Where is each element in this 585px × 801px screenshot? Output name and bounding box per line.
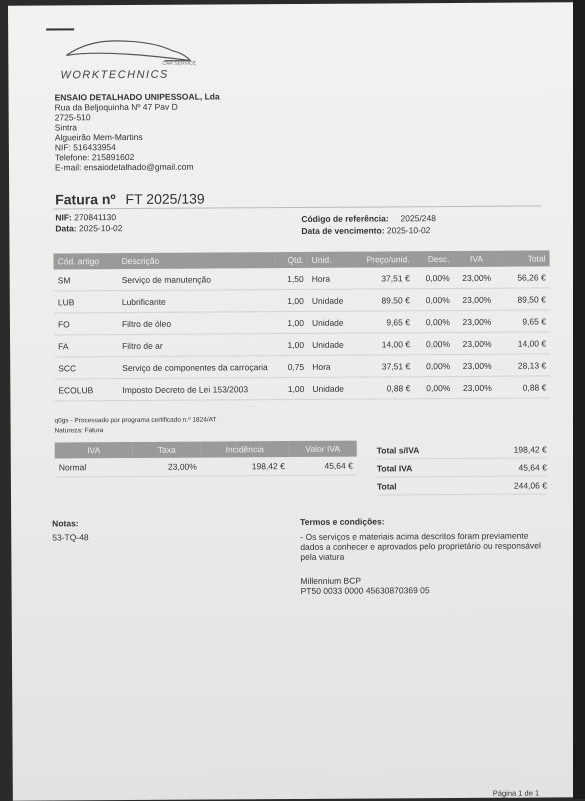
- total-value: 198,42 €: [514, 444, 547, 454]
- item-code: ECOLUB: [54, 379, 118, 401]
- total-label: Total IVA: [377, 463, 413, 473]
- notes-label: Notas:: [52, 517, 88, 529]
- item-discount: 0,00%: [414, 267, 454, 289]
- item-unit: Hora: [308, 268, 354, 290]
- item-price: 9,65 €: [354, 311, 414, 333]
- company-info: [55, 91, 221, 172]
- col-vat: IVA: [454, 251, 500, 267]
- item-description: Filtro de ar: [118, 334, 276, 357]
- table-row: [54, 332, 550, 357]
- total-value: 244,06 €: [514, 480, 547, 490]
- item-qty: 1,00: [276, 377, 308, 399]
- company-line: Algueirão Mem-Martins: [55, 131, 220, 142]
- item-code: FA: [54, 335, 118, 357]
- item-code: SM: [54, 269, 118, 291]
- total-row: [377, 458, 547, 477]
- page-counter: Página 1 de 1: [493, 789, 539, 798]
- totals-block: [377, 440, 547, 495]
- reference-meta: [301, 212, 436, 237]
- due-label: Data de vencimento:: [301, 225, 384, 236]
- invoice-paper: [8, 2, 580, 800]
- table-row: [54, 310, 550, 335]
- col-description: Descrição: [118, 252, 276, 269]
- vat-col-value: Valor IVA: [289, 441, 357, 457]
- vat-rate: 23,00%: [133, 458, 201, 477]
- terms-label: Termos e condições:: [300, 516, 384, 527]
- item-discount: 0,00%: [414, 377, 454, 399]
- item-vat: 23,00%: [454, 310, 500, 332]
- bank-iban: PT50 0033 0000 45630870369 05: [301, 584, 553, 596]
- item-unit: Unidade: [308, 333, 354, 355]
- item-total: 89,50 €: [500, 288, 550, 310]
- item-price: 14,00 €: [354, 333, 414, 355]
- total-label: Total s/IVA: [377, 445, 420, 455]
- item-description: Imposto Decreto de Lei 153/2003: [118, 378, 276, 401]
- item-qty: 0,75: [276, 355, 308, 377]
- company-line: 2725-510: [55, 111, 220, 122]
- item-total: 28,13 €: [500, 354, 550, 376]
- table-row: [54, 288, 550, 313]
- item-vat: 23,00%: [454, 267, 500, 289]
- col-price: Preço/unid.: [354, 251, 414, 267]
- company-line: Telefone: 215891602: [55, 151, 220, 162]
- items-table: [54, 250, 551, 401]
- item-discount: 0,00%: [414, 311, 454, 333]
- item-total: 56,26 €: [500, 266, 550, 288]
- invoice-title: [55, 191, 205, 208]
- terms-text: - Os serviços e materiais acima descritos foram previamente dados a conhecer e aprovados pelo proprietário ou responsável pela viatura: [300, 530, 552, 562]
- notes-section: [52, 517, 89, 543]
- item-unit: Unidade: [308, 289, 354, 311]
- nif-value: 270841130: [74, 212, 116, 222]
- date-value: 2025-10-02: [79, 223, 123, 233]
- total-row: [377, 476, 547, 495]
- car-logo-icon: [44, 25, 204, 88]
- item-price: 37,51 €: [354, 355, 414, 377]
- invoice-title-label: Fatura nº: [55, 191, 115, 207]
- certification-note: q0gs - Processado por programa certificado n.º 1824/AT: [55, 416, 217, 424]
- vat-summary-table: [55, 441, 357, 478]
- col-code: Cód. artigo: [54, 253, 118, 269]
- item-total: 0,88 €: [500, 376, 550, 398]
- item-total: 9,65 €: [500, 310, 550, 332]
- table-row: [54, 266, 550, 291]
- table-row: [54, 354, 550, 379]
- date-label: Data:: [55, 223, 76, 233]
- invoice-number: FT 2025/139: [125, 191, 204, 207]
- company-name: ENSAIO DETALHADO UNIPESSOAL, Lda: [55, 91, 220, 102]
- item-qty: 1,50: [276, 268, 308, 290]
- due-value: 2025-10-02: [387, 225, 431, 235]
- item-vat: 23,00%: [454, 332, 500, 354]
- item-unit: Unidade: [308, 311, 354, 333]
- table-row: [55, 457, 357, 477]
- vat-col-name: IVA: [55, 442, 133, 458]
- item-qty: 1,00: [276, 311, 308, 333]
- company-line: NIF: 516433954: [55, 141, 220, 152]
- company-line: E-mail: ensaiodetalhado@gmail.com: [55, 161, 220, 172]
- notes-text: 53-TQ-48: [52, 531, 88, 543]
- item-discount: 0,00%: [414, 289, 454, 311]
- svg-text:WORKTECHNICS: WORKTECHNICS: [60, 69, 169, 82]
- total-value: 45,64 €: [518, 462, 546, 472]
- item-vat: 23,00%: [454, 288, 500, 310]
- nature-note: Natureza: Fatura: [55, 427, 104, 434]
- total-label: Total: [377, 481, 397, 491]
- item-price: 0,88 €: [354, 377, 414, 399]
- ref-value: 2025/248: [400, 213, 436, 223]
- nif-label: NIF:: [55, 212, 72, 222]
- item-description: Serviço de componentes da carroçaria: [118, 356, 276, 379]
- bank-name: Millennium BCP: [300, 574, 552, 586]
- customer-meta: [55, 212, 122, 234]
- item-unit: Hora: [308, 355, 354, 377]
- item-description: Lubrificante: [118, 290, 276, 313]
- item-code: FO: [54, 313, 118, 335]
- total-row: [377, 440, 547, 459]
- terms-section: [300, 515, 552, 596]
- item-price: 89,50 €: [354, 289, 414, 311]
- vat-header-row: [55, 441, 357, 459]
- vat-col-rate: Taxa: [133, 442, 201, 458]
- item-unit: Unidade: [308, 377, 354, 399]
- item-price: 37,51 €: [354, 267, 414, 289]
- col-unit: Unid.: [308, 252, 354, 268]
- svg-text:CAR SERVICE: CAR SERVICE: [162, 61, 197, 67]
- table-row: [54, 376, 550, 401]
- background-edge: [573, 0, 585, 799]
- col-qty: Qtd.: [276, 252, 308, 268]
- item-qty: 1,00: [276, 289, 308, 311]
- vat-base: 198,42 €: [201, 457, 289, 476]
- item-qty: 1,00: [276, 333, 308, 355]
- col-total: Total: [500, 250, 550, 266]
- col-discount: Desc.: [414, 251, 454, 267]
- vat-col-base: Incidência: [201, 441, 289, 458]
- company-line: Sintra: [55, 121, 220, 132]
- item-vat: 23,00%: [454, 354, 500, 376]
- item-discount: 0,00%: [414, 355, 454, 377]
- ref-label: Código de referência:: [301, 213, 388, 224]
- company-line: Rua da Beljoquinha Nº 47 Pav D: [55, 101, 220, 112]
- item-code: LUB: [54, 291, 118, 313]
- company-logo: [44, 25, 204, 88]
- item-description: Filtro de óleo: [118, 312, 276, 335]
- item-code: SCC: [54, 357, 118, 379]
- item-discount: 0,00%: [414, 333, 454, 355]
- item-description: Serviço de manutenção: [118, 268, 276, 290]
- vat-value: 45,64 €: [289, 457, 357, 476]
- item-total: 14,00 €: [500, 332, 550, 354]
- vat-name: Normal: [55, 458, 133, 477]
- item-vat: 23,00%: [454, 376, 500, 398]
